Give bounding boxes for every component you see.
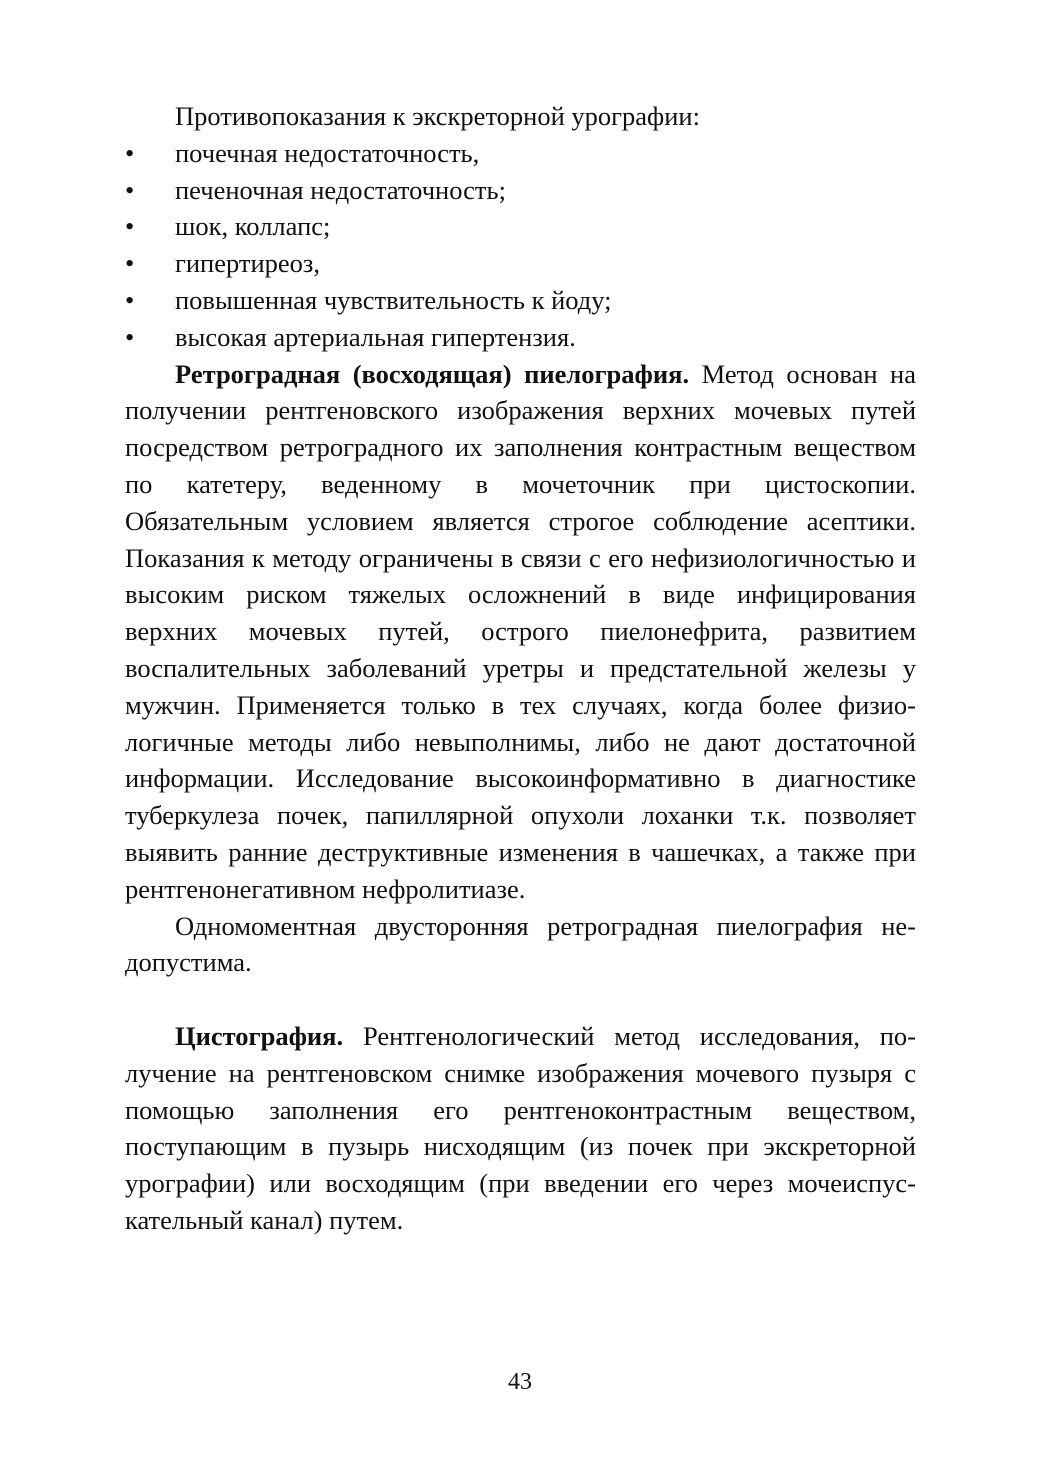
list-item	[125, 172, 916, 209]
page-body	[125, 98, 916, 1239]
bullet-icon: •	[125, 284, 135, 315]
bilateral-paragraph	[125, 908, 916, 982]
bullet-icon: •	[125, 137, 135, 168]
contraindications-list	[125, 135, 916, 356]
bullet-icon: •	[125, 211, 135, 242]
list-item-text: печеночная недостаточность;	[175, 174, 506, 205]
list-item-text: шок, коллапс;	[175, 211, 331, 242]
bullet-icon: •	[125, 321, 135, 352]
retrograde-heading: Ретроградная (восходящая) пиелография.	[175, 358, 690, 389]
retrograde-paragraph	[125, 356, 916, 908]
retrograde-body: Метод основан на получении рентгеновского изображения верхних мочевых путей посредством ретроградного их заполнения контрастным веществом по катетеру, веденному в мочеточник при цистоскопии. Обязательным условием является строгое соблюдение асептики. Показания к методу ограничены в связи с его нефизиологичностью и высоким риском тяжелых осложнений в виде инфицирования верхних мочевых путей, острого пиелонефрита, развитием воспалительных заболеваний уретры и предстательной железы у мужчин. Применяется только в тех случаях, когда более физиологичные методы либо невыполнимы, либо не дают достаточной информации. Исследование высокоинформативно в диагностике туберкулеза почек, папиллярной опухоли лоханки т.к. позволяет выявить ранние деструктивные изменения в чашечках, а также при рентгенонегативном нефролитиазе.	[125, 358, 916, 904]
page-number: 43	[508, 1369, 532, 1395]
list-item	[125, 319, 916, 356]
list-item-text: почечная недостаточность,	[175, 137, 480, 168]
list-item	[125, 245, 916, 282]
list-item-text: гипертиреоз,	[175, 248, 321, 279]
list-item-text: повышенная чувствительность к йоду;	[175, 284, 612, 315]
bilateral-body: Одномоментная двусторонняя ретроградная пиелография недопустима.	[125, 910, 916, 978]
cystography-paragraph	[125, 1018, 916, 1239]
list-item	[125, 282, 916, 319]
bullet-icon: •	[125, 248, 135, 279]
list-item	[125, 208, 916, 245]
contraindications-intro: Противопоказания к экскреторной урографии:	[175, 101, 700, 131]
list-item	[125, 135, 916, 172]
paragraph-gap	[125, 981, 916, 1018]
bullet-icon: •	[125, 174, 135, 205]
list-item-text: высокая артериальная гипертензия.	[175, 321, 576, 352]
cystography-heading: Цистография.	[175, 1020, 344, 1051]
cystography-body: Рентгенологический метод исследования, получение на рентгеновском снимке изображения мочевого пузыря с помощью заполнения его рентгеноконтрастным веществом, поступающим в пузырь нисходящим (из почек при экскреторной урографии) или восходящим (при введении его через мочеиспускательный канал) путем.	[125, 1020, 916, 1235]
